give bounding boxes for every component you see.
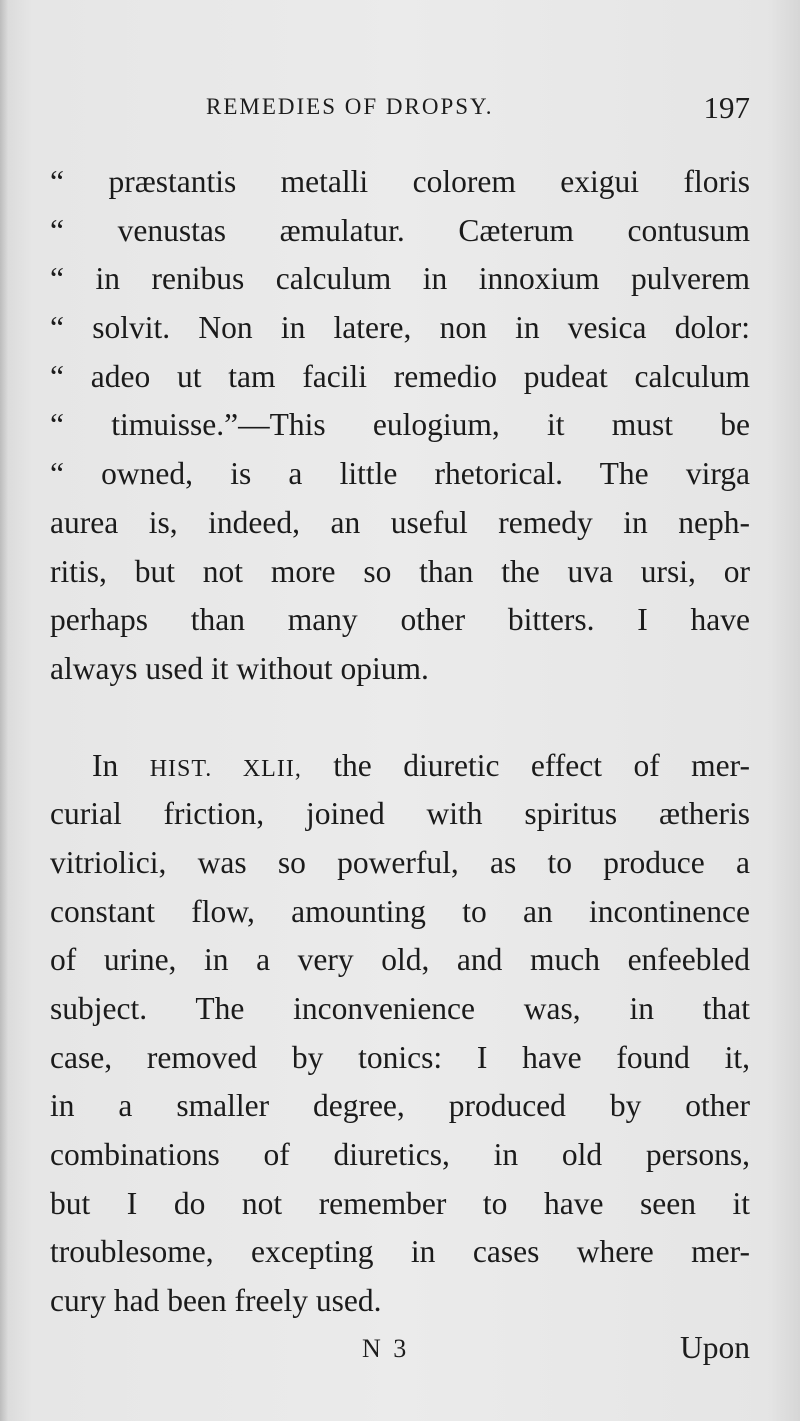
running-title: REMEDIES OF DROPSY.: [206, 94, 494, 119]
text-line: cury had been freely used.: [50, 1283, 382, 1319]
text-line: “ owned, is a little rhetorical. The virga: [50, 456, 750, 492]
history-reference: HIST. XLII,: [149, 755, 302, 782]
text-line: subject. The inconvenience was, in that: [50, 991, 750, 1026]
paragraph-gap: [50, 694, 750, 742]
text-line: but I do not remember to have seen it: [50, 1185, 750, 1221]
text-line: “ timuisse.”—This eulogium, it must be: [50, 407, 750, 443]
page-footer: [50, 1330, 750, 1370]
text-line: combinations of diuretics, in old persons,: [50, 1137, 750, 1173]
text-line: of urine, in a very old, and much enfeebled: [50, 942, 750, 978]
first-line-post: the diuretic effect of mer-: [301, 747, 750, 783]
text-line: “ præstantis metalli colorem exigui floris: [50, 164, 750, 199]
text-line: curial friction, joined with spiritus ætheris: [50, 796, 750, 832]
text-line: aurea is, indeed, an useful remedy in neph-: [50, 504, 750, 540]
text-line: case, removed by tonics: I have found it,: [50, 1039, 750, 1075]
first-line-pre: In: [92, 747, 150, 783]
text-line: “ venustas æmulatur. Cæterum contusum: [50, 212, 750, 248]
text-line: vitriolici, was so powerful, as to produce a: [50, 844, 750, 880]
text-line: always used it without opium.: [50, 650, 429, 686]
text-line-first: [50, 742, 750, 791]
text-line: “ adeo ut tam facili remedio pudeat calculum: [50, 358, 750, 394]
paragraph-1: [50, 158, 750, 694]
text-line: troublesome, excepting in cases where mer-: [50, 1234, 750, 1270]
text-line: perhaps than many other bitters. I have: [50, 602, 750, 638]
text-line: constant flow, amounting to an incontinence: [50, 893, 750, 929]
text-line: in a smaller degree, produced by other: [50, 1088, 750, 1124]
text-line: “ in renibus calculum in innoxium pulverem: [50, 261, 750, 297]
body-text: [50, 158, 750, 1326]
text-line: “ solvit. Non in latere, non in vesica dolor:: [50, 310, 750, 346]
paragraph-2: [50, 742, 750, 1326]
catchword: Upon: [680, 1330, 750, 1365]
text-line: ritis, but not more so than the uva ursi, or: [50, 553, 750, 589]
running-head: [50, 90, 750, 130]
signature-mark: N 3: [362, 1334, 410, 1363]
page-number: 197: [703, 90, 750, 125]
